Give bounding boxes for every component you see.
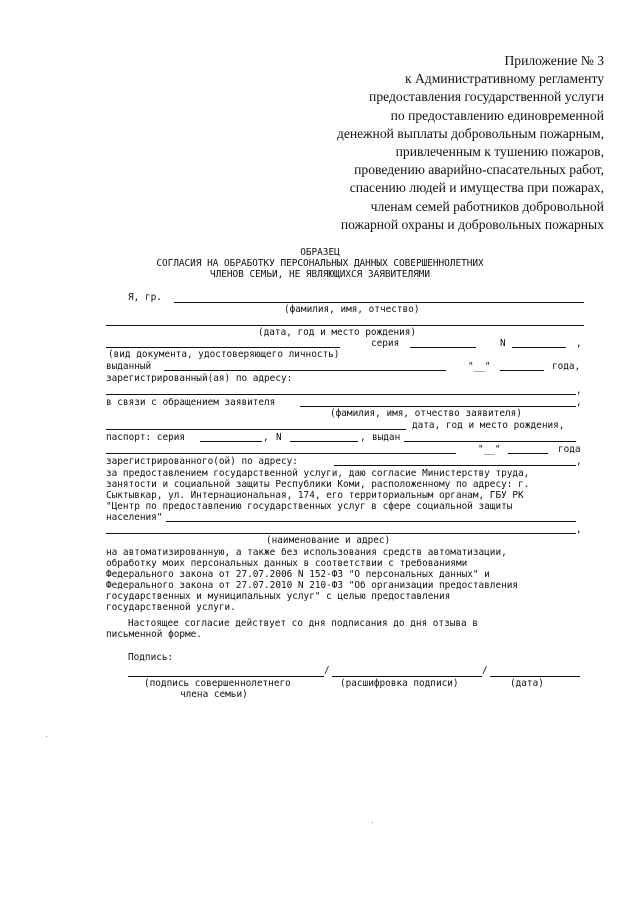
passport-day: "__" — [478, 444, 501, 455]
consent-line: Сыктывкар, ул. Интернациональная, 174, его территориальным органам, ГБУ РК — [106, 490, 524, 501]
comma: , — [576, 338, 582, 349]
comma: , — [576, 456, 582, 467]
appendix-line: по предоставлению единовременной — [390, 107, 604, 123]
signature-field[interactable] — [128, 676, 324, 677]
processing-line: Федерального закона от 27.07.2006 N 152-ФЗ "О персональных данных" и — [106, 569, 490, 580]
appendix-line: привлеченным к тушению пожаров, — [395, 144, 604, 160]
issued-date-field[interactable] — [500, 370, 544, 371]
registered-label: зарегистрированный(ая) по адресу: — [106, 373, 293, 384]
org-field-2[interactable] — [106, 533, 576, 534]
birth-field[interactable] — [106, 325, 584, 326]
passport-issued-field-2[interactable] — [106, 453, 456, 454]
comma: , — [576, 524, 582, 535]
signature-hint: (подпись совершеннолетнего — [144, 678, 291, 689]
appendix-line: проведению аварийно-спасательных работ, — [354, 162, 604, 178]
scan-speck — [46, 736, 47, 737]
number-field[interactable] — [512, 347, 566, 348]
number-label: N — [500, 338, 506, 349]
name-address-hint: (наименование и адрес) — [266, 535, 391, 546]
passport-issued-field[interactable] — [404, 441, 576, 442]
consent-line: населения" — [106, 512, 163, 523]
i-citizen-label: Я, гр. — [128, 292, 162, 303]
appendix-line: спасению людей и имущества при пожарах, — [349, 180, 604, 196]
registered2-label: зарегистрированного(ой) по адресу: — [106, 456, 298, 467]
processing-line: на автоматизированную, а также без использования средств автоматизации, — [106, 547, 507, 558]
passport-number-field[interactable] — [290, 441, 358, 442]
processing-line: государственных и муниципальных услуг" с целью предоставления — [106, 591, 451, 602]
comma: , — [360, 432, 366, 443]
appendix-line: Приложение № 3 — [504, 53, 604, 68]
applicant-hint: (фамилия, имя, отчество заявителя) — [330, 408, 522, 419]
appendix-line: предоставления государственной услуги — [369, 89, 604, 105]
document-field[interactable] — [106, 347, 340, 348]
registered2-field[interactable] — [334, 465, 576, 466]
fio-hint: (фамилия, имя, отчество) — [284, 304, 420, 315]
document-hint: (вид документа, удостоверяющего личность) — [108, 349, 340, 360]
signature-hint-2: члена семьи) — [180, 689, 248, 700]
slash: / — [324, 665, 330, 676]
address-field-1[interactable] — [106, 394, 576, 395]
scan-speck — [372, 822, 373, 823]
passport-date-field[interactable] — [508, 453, 548, 454]
comma: , — [263, 432, 269, 443]
date-hint: (дата) — [510, 678, 544, 689]
title-line-2: ЧЛЕНОВ СЕМЬИ, НЕ ЯВЛЯЮЩИХСЯ ЗАЯВИТЕЛЯМИ — [209, 269, 431, 280]
fio-field[interactable] — [174, 302, 584, 303]
passport-issued-label: выдан — [372, 432, 401, 443]
appendix-line: денежной выплаты добровольным пожарным, — [336, 125, 604, 141]
issued-label: выданный — [106, 361, 152, 372]
appendix-header — [304, 52, 604, 234]
validity-line: письменной форме. — [106, 629, 202, 640]
year-label: года, — [552, 361, 581, 372]
comma: , — [576, 397, 582, 408]
comma: , — [576, 385, 582, 396]
consent-line: "Центр по предоставлению государственных услуг в сфере социальной защиты — [106, 501, 513, 512]
consent-line: занятости и социальной защиты Республики Коми, расположенному по адресу: г. — [106, 479, 530, 490]
applicant-field[interactable] — [300, 406, 576, 407]
appendix-line: пожарной охраны и добровольных пожарных — [340, 216, 604, 232]
appendix-line: членам семей работников добровольной — [370, 198, 604, 214]
passport-seria-field[interactable] — [200, 441, 262, 442]
passport-year-label: года — [558, 444, 581, 455]
issued-day: "__" — [468, 361, 491, 372]
seria-field[interactable] — [410, 347, 476, 348]
signature-decoding-field[interactable] — [332, 676, 482, 677]
signature-date-field[interactable] — [490, 676, 580, 677]
signature-label: Подпись: — [128, 652, 174, 663]
appendix-line: к Административному регламенту — [404, 71, 604, 87]
processing-line: Федерального закона от 27.07.2010 N 210-ФЗ "Об организации предоставления — [106, 580, 519, 591]
org-field-1[interactable] — [166, 521, 576, 522]
applicant-intro: в связи с обращением заявителя — [106, 397, 276, 408]
processing-line: обработку моих персональных данных в соответствии с требованиями — [106, 558, 468, 569]
passport-number-label: N — [276, 432, 282, 443]
decoding-hint: (расшифровка подписи) — [340, 678, 459, 689]
birth-hint: (дата, год и место рождения) — [258, 327, 417, 338]
processing-line: государственной услуги. — [106, 602, 236, 613]
applicant-birth-label: дата, год и место рождения, — [412, 420, 565, 431]
title-sample: ОБРАЗЕЦ — [300, 247, 340, 258]
consent-line: за предоставлением государственной услуги, даю согласие Министерству труда, — [106, 468, 530, 479]
applicant-birth-field[interactable] — [106, 429, 406, 430]
slash: / — [482, 665, 488, 676]
title-line-1: СОГЛАСИЯ НА ОБРАБОТКУ ПЕРСОНАЛЬНЫХ ДАННЫХ СОВЕРШЕННОЛЕТНИХ — [156, 258, 484, 269]
passport-seria-label: паспорт: серия — [106, 432, 186, 443]
seria-label: серия — [371, 338, 400, 349]
validity-line: Настоящее согласие действует со дня подписания до дня отзыва в — [128, 618, 478, 629]
issued-by-field[interactable] — [164, 370, 446, 371]
